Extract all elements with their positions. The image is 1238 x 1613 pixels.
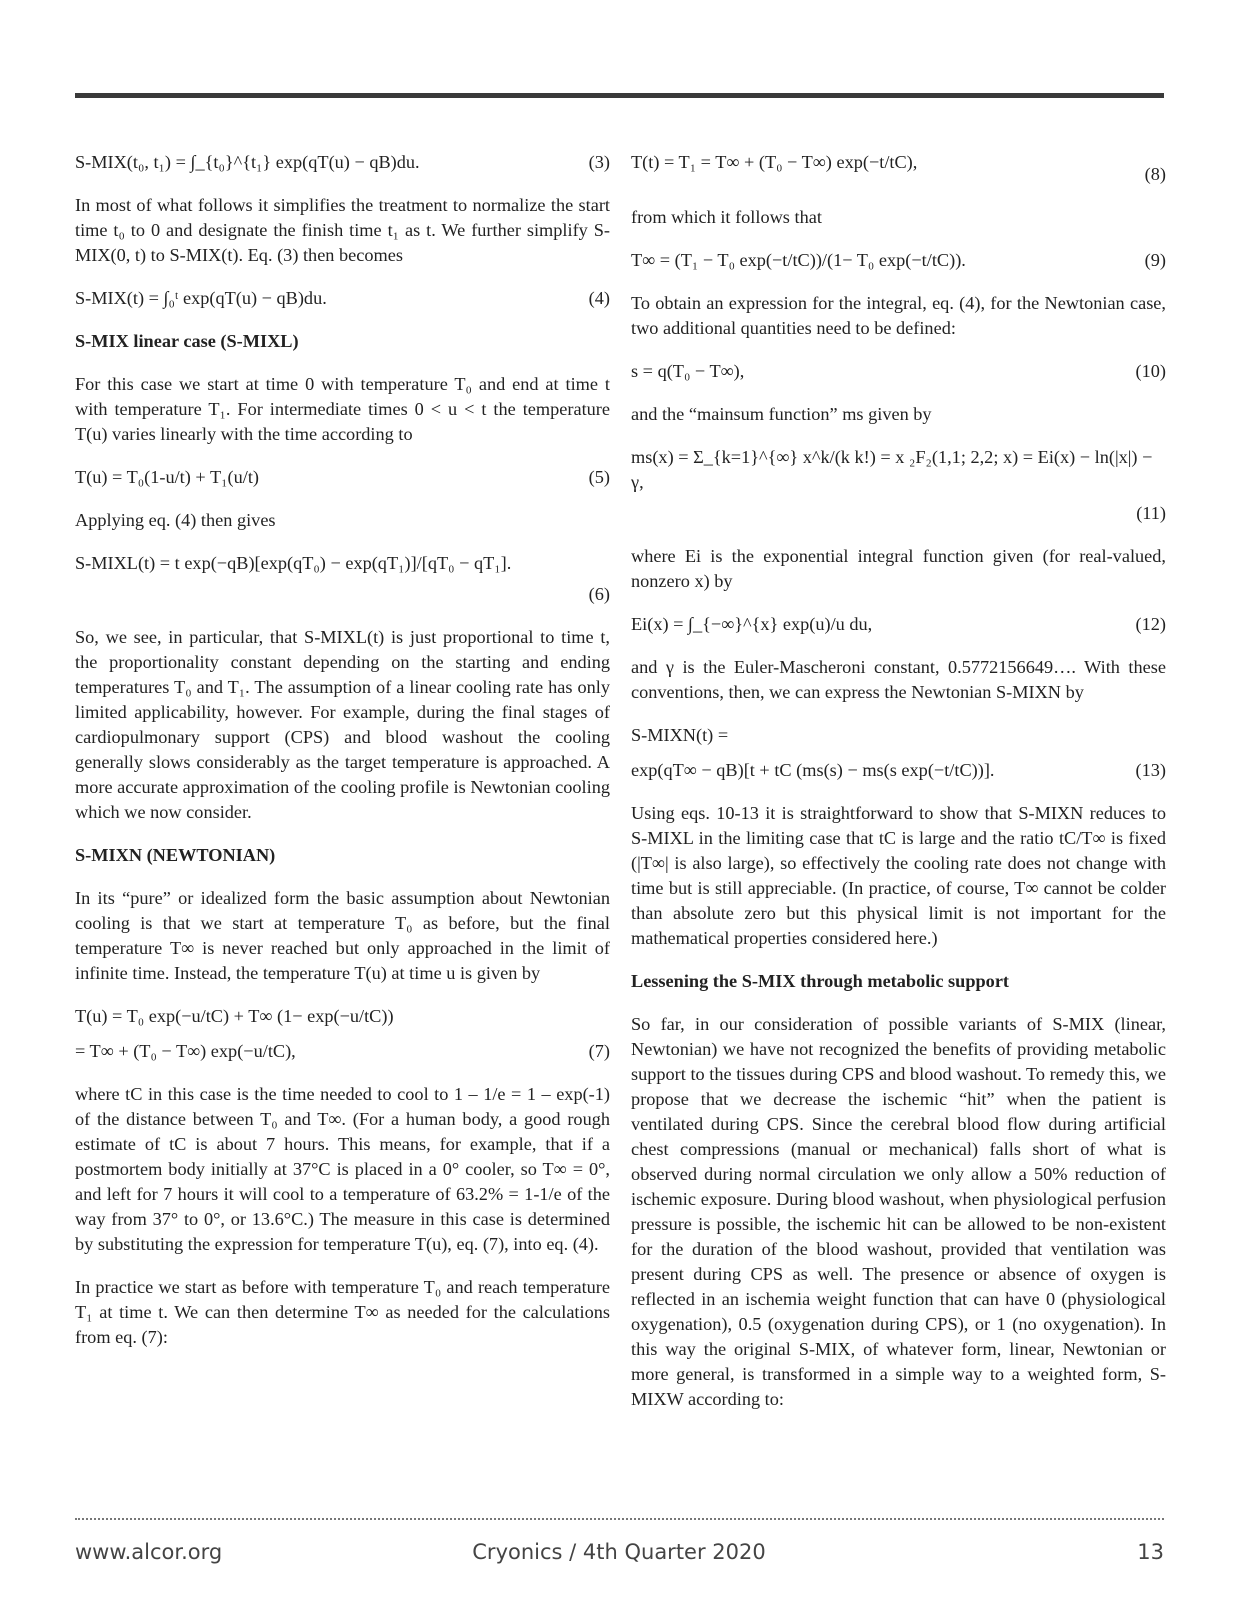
equation-4-text: S-MIX(t) = ∫₀ᵗ exp(qT(u) − qB)du. xyxy=(75,288,327,308)
equation-9-text: T∞ = (T₁ − T₀ exp(−t/tC))/(1− T₀ exp(−t/tC)). xyxy=(631,250,966,270)
paragraph: where tC in this case is the time needed to cool to 1 – 1/e = 1 – exp(-1) of the distance between T₀ and T∞. (For a human body, a good rough estimate of tC is about 7 hours. This means, for example, that if a postmortem body initially at 37°C is placed in a 0° cooler, so T∞ = 0°, and left for 7 hours it will cool to a temperature of 63.2% = 1-1/e of the way from 37° to 0°, or 13.6°C.) The measure in this case is determined by substituting the expression for temperature T(u), eq. (7), into eq. (4). xyxy=(75,1084,610,1254)
equation-3-number: (3) xyxy=(588,152,610,172)
equation-5-number: (5) xyxy=(588,467,610,487)
equation-12-number: (12) xyxy=(1135,614,1166,634)
paragraph: from which it follows that xyxy=(631,207,822,227)
paragraph: In its “pure” or idealized form the basic assumption about Newtonian cooling is that we start at temperature T₀ as before, but the final temperature T∞ is never reached but only approached in the limit of infinite time. Instead, the temperature T(u) at time u is given by xyxy=(75,888,610,983)
equation-7-number: (7) xyxy=(588,1041,610,1061)
paragraph: Using eqs. 10-13 it is straightforward to show that S-MIXN reduces to S-MIXL in the limiting case that tC is large and the ratio tC/T∞ is fixed (|T∞| is also large), so effectively the cooling rate does not change with time but is still appreciable. (In practice, of course, T∞ cannot be colder than absolute zero but this physical limit is not important for the mathematical properties considered here.) xyxy=(631,803,1166,948)
equation-11-number: (11) xyxy=(1136,503,1166,523)
equation-7-text: = T∞ + (T₀ − T∞) exp(−u/tC), xyxy=(75,1041,296,1061)
equation-4 xyxy=(75,286,610,311)
equation-3 xyxy=(75,150,610,175)
equation-13 xyxy=(631,758,1166,783)
equation-5-text: T(u) = T₀(1-u/t) + T₁(u/t) xyxy=(75,467,259,487)
equation-10-text: s = q(T₀ − T∞), xyxy=(631,361,745,381)
right-column xyxy=(631,150,1166,1430)
paragraph: and the “mainsum function” ms given by xyxy=(631,404,932,424)
footer-dotted-rule xyxy=(75,1518,1164,1520)
paragraph: So far, in our consideration of possible variants of S-MIX (linear, Newtonian) we have not recognized the benefits of providing metabolic support to the tissues during CPS and blood washout. To remedy this, we propose that we decrease the ischemic “hit” when the patient is ventilated during CPS. Since the cerebral blood flow during artificial chest compressions (manual or mechanical) falls short of what is observed during normal circulation we only allow a 50% reduction of ischemic exposure. During blood washout, when physiological perfusion pressure is possible, the ischemic hit can be allowed to be non-existent for the duration of the blood washout, provided that ventilation was present during CPS as well. The presence or absence of oxygen is reflected in an ischemia weight function that can have 0 (physiological oxygenation), 0.5 (oxygenation during CPS), or 1 (no oxygenation). In this way the original S-MIX, of whatever form, linear, Newtonian or more general, is transformed in a simple way to a weighted form, S-MIXW according to: xyxy=(631,1014,1166,1409)
equation-6-number: (6) xyxy=(588,584,610,604)
paragraph: In practice we start as before with temperature T₀ and reach temperature T₁ at time t. We can then determine T∞ as needed for the calculations from eq. (7): xyxy=(75,1277,610,1347)
equation-10-number: (10) xyxy=(1135,361,1166,381)
footer-publication: Cryonics / 4th Quarter 2020 xyxy=(472,1540,766,1564)
paragraph: and γ is the Euler-Mascheroni constant, 0.5772156649…. With these conventions, then, we can express the Newtonian S-MIXN by xyxy=(631,657,1166,702)
paragraph: To obtain an expression for the integral, eq. (4), for the Newtonian case, two additional quantities need to be defined: xyxy=(631,293,1166,338)
page-number: 13 xyxy=(1137,1540,1164,1564)
equation-12 xyxy=(631,612,1166,637)
paragraph: For this case we start at time 0 with temperature T₀ and end at time t with temperature T₁. For intermediate times 0 < u < t the temperature T(u) varies linearly with the time according to xyxy=(75,374,610,444)
section-heading-metabolic: Lessening the S-MIX through metabolic support xyxy=(631,971,1010,991)
equation-13-text: exp(qT∞ − qB)[t + tC (ms(s) − ms(s exp(−t/tC))]. xyxy=(631,760,995,780)
equation-11-text: ms(x) = Σ_{k=1}^{∞} x^k/(k k!) = x ₂F₂(1,1; 2,2; x) = Ei(x) − ln(|x|) − γ, xyxy=(631,447,1153,492)
equation-6-text: S-MIXL(t) = t exp(−qB)[exp(qT₀) − exp(qT₁)]/[qT₀ − qT₁]. xyxy=(75,553,512,573)
paragraph: So, we see, in particular, that S-MIXL(t) is just proportional to time t, the proportionality constant depending on the starting and ending temperatures T₀ and T₁. The assumption of a linear cooling rate has only limited applicability, however. For example, during the final stages of cardiopulmonary support (CPS) and blood washout the cooling generally slows considerably as the target temperature is approached. A more accurate approximation of the cooling profile is Newtonian cooling which we now consider. xyxy=(75,627,610,822)
equation-3-text: S-MIX(t₀, t₁) = ∫_{t₀}^{t₁} exp(qT(u) − qB)du. xyxy=(75,152,420,172)
left-column xyxy=(75,150,610,1368)
equation-8-number: (8) xyxy=(1144,164,1166,184)
equation-9-number: (9) xyxy=(1144,250,1166,270)
equation-7 xyxy=(75,1039,610,1064)
equation-10 xyxy=(631,359,1166,384)
equation-7a xyxy=(75,1004,610,1029)
equation-7a-text: T(u) = T₀ exp(−u/tC) + T∞ (1− exp(−u/tC)) xyxy=(75,1006,394,1026)
equation-5 xyxy=(75,465,610,490)
equation-8-text: T(t) = T₁ = T∞ + (T₀ − T∞) exp(−t/tC), xyxy=(631,152,918,172)
header-rule xyxy=(75,93,1164,98)
equation-13-number: (13) xyxy=(1135,760,1166,780)
equation-8 xyxy=(631,150,1166,187)
paragraph: where Ei is the exponential integral function given (for real-valued, nonzero x) by xyxy=(631,546,1166,591)
equation-6 xyxy=(75,551,610,576)
section-heading-newtonian: S-MIXN (NEWTONIAN) xyxy=(75,845,276,865)
section-heading-linear: S-MIX linear case (S-MIXL) xyxy=(75,331,299,351)
equation-12-text: Ei(x) = ∫_{−∞}^{x} exp(u)/u du, xyxy=(631,614,873,634)
equation-13a xyxy=(631,723,1166,748)
equation-4-number: (4) xyxy=(588,288,610,308)
equation-11 xyxy=(631,445,1166,495)
equation-13a-text: S-MIXN(t) = xyxy=(631,725,729,745)
paragraph: Applying eq. (4) then gives xyxy=(75,510,276,530)
equation-9 xyxy=(631,248,1166,273)
paragraph: In most of what follows it simplifies the treatment to normalize the start time t₀ to 0 and designate the finish time t₁ as t. We further simplify S-MIX(0, t) to S-MIX(t). Eq. (3) then becomes xyxy=(75,195,610,265)
footer-website-link[interactable]: www.alcor.org xyxy=(75,1540,223,1564)
